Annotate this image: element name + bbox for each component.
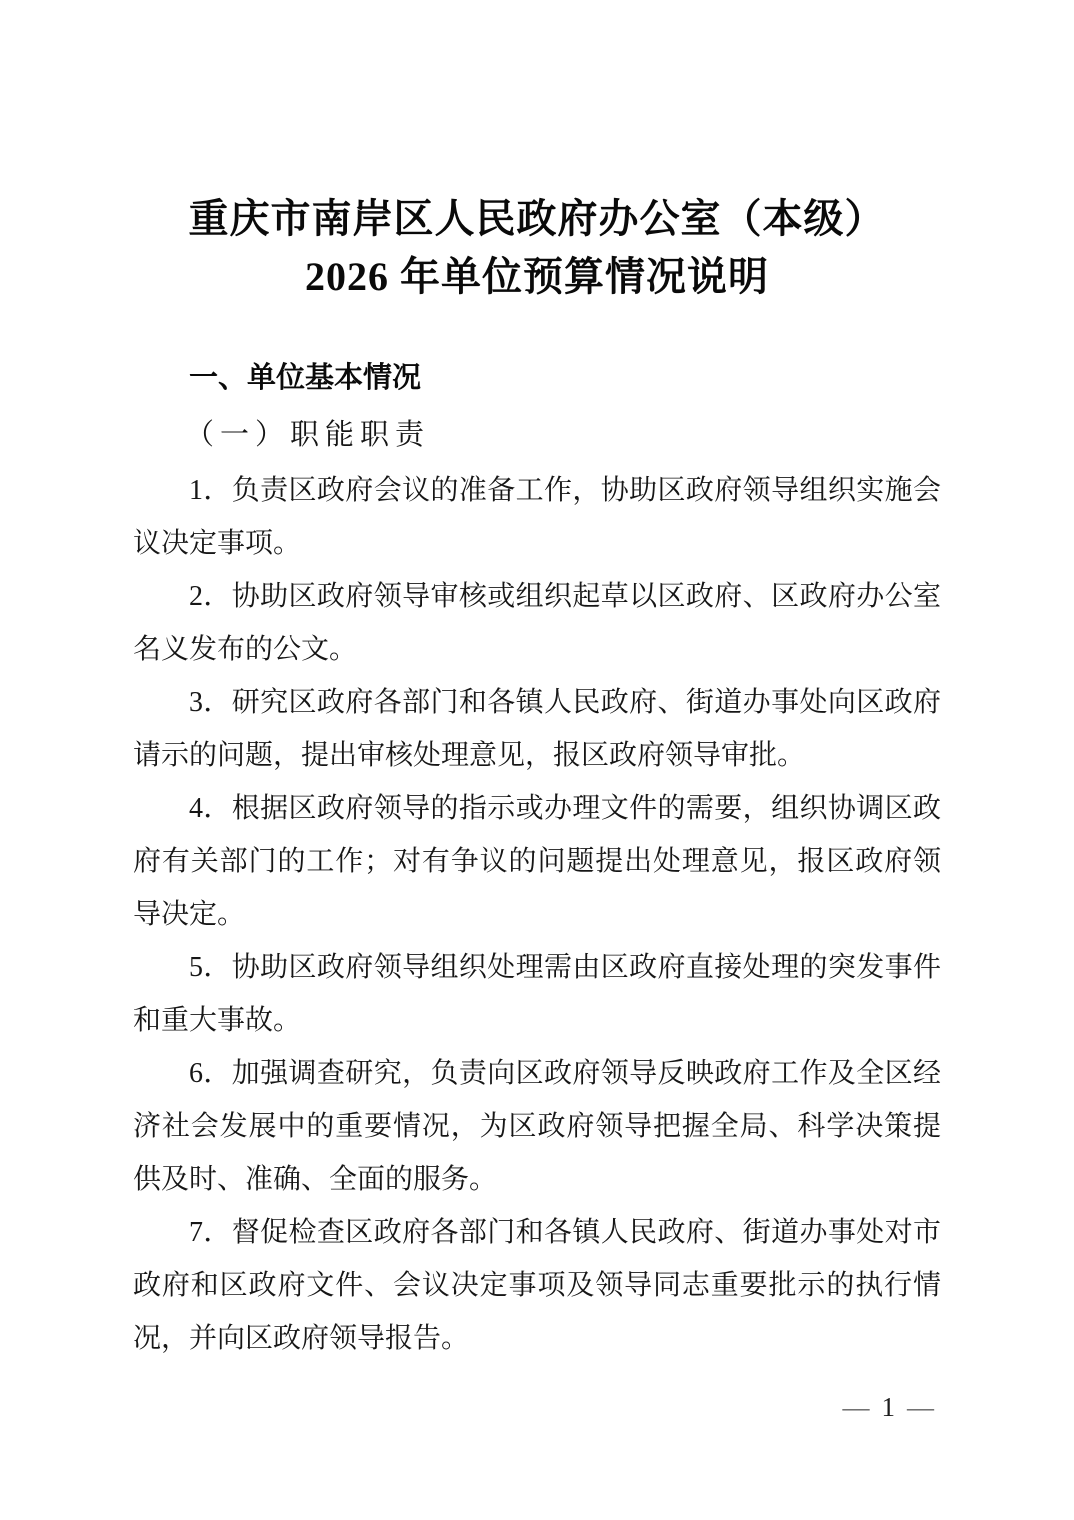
subsection-heading-duties: （一）职能职责	[185, 419, 431, 451]
body-paragraph-7: 7．督促检查区政府各部门和各镇人民政府、街道办事处对市政府和区政府文件、会议决定事项及领导同志重要批示的执行情况，并向区政府领导报告。	[133, 1217, 941, 1354]
page-number-dash-left: —	[842, 1392, 870, 1422]
page-number-value: 1	[881, 1392, 895, 1422]
document-content	[133, 190, 941, 1365]
page-number	[843, 1392, 935, 1422]
body-paragraph-3: 3．研究区政府各部门和各镇人民政府、街道办事处向区政府请示的问题，提出审核处理意见，报区政府领导审批。	[133, 687, 941, 771]
paragraph-block	[133, 464, 941, 1365]
body-paragraph-4: 4．根据区政府领导的指示或办理文件的需要，组织协调区政府有关部门的工作；对有争议的问题提出处理意见，报区政府领导决定。	[133, 793, 941, 930]
body-paragraph-1: 1．负责区政府会议的准备工作，协助区政府领导组织实施会议决定事项。	[133, 475, 941, 559]
body-paragraph-6: 6．加强调查研究，负责向区政府领导反映政府工作及全区经济社会发展中的重要情况，为区政府领导把握全局、科学决策提供及时、准确、全面的服务。	[133, 1058, 941, 1195]
document-title	[133, 190, 941, 306]
document-title-line2: 2026 年单位预算情况说明	[305, 254, 769, 299]
section-heading-basic-info: 一、单位基本情况	[189, 362, 422, 394]
document-title-line1: 重庆市南岸区人民政府办公室（本级）	[188, 196, 886, 241]
body-paragraph-2: 2．协助区政府领导审核或组织起草以区政府、区政府办公室名义发布的公文。	[133, 581, 941, 665]
page-number-dash-right: —	[907, 1392, 934, 1422]
body-paragraph-5: 5．协助区政府领导组织处理需由区政府直接处理的突发事件和重大事故。	[133, 952, 941, 1036]
